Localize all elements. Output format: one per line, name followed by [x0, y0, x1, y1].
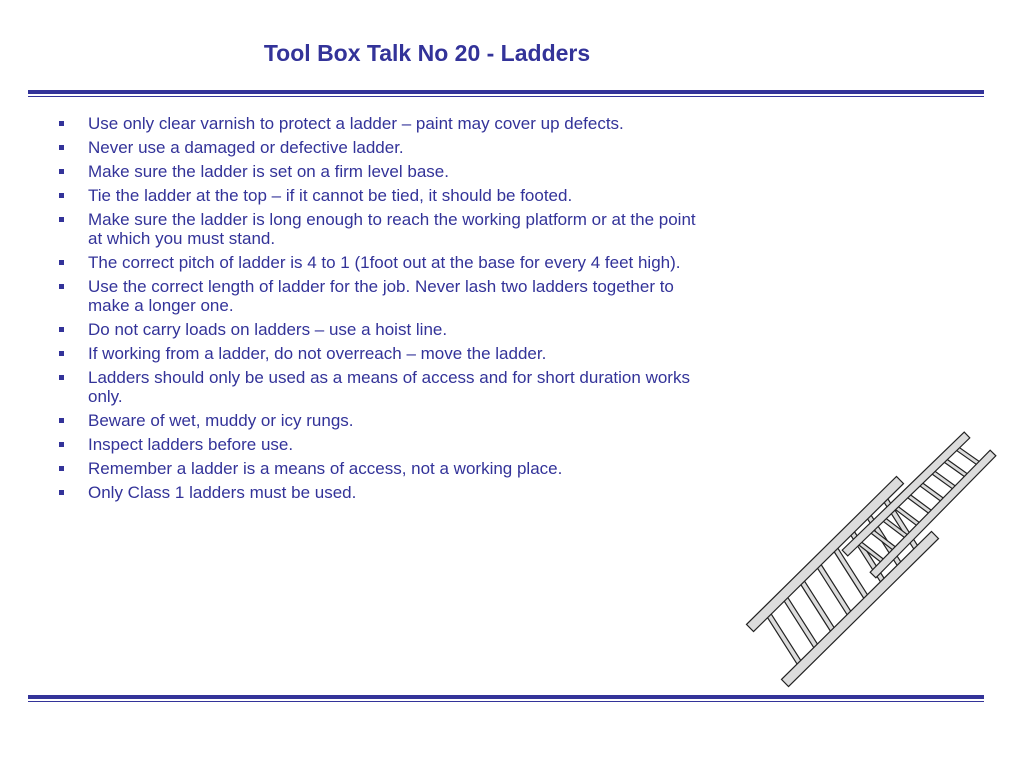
square-bullet-icon [59, 260, 64, 265]
bullet-item [56, 114, 706, 133]
bullet-text: Remember a ladder is a means of access, not a working place. [88, 459, 563, 478]
bullet-list [56, 114, 706, 507]
ladder-rail [746, 476, 903, 631]
bullet-text: Tie the ladder at the top – if it cannot be tied, it should be footed. [88, 186, 573, 205]
bottom-divider [28, 695, 984, 702]
square-bullet-icon [59, 327, 64, 332]
square-bullet-icon [59, 193, 64, 198]
square-bullet-icon [59, 466, 64, 471]
bullet-item [56, 411, 706, 430]
bullet-text: Make sure the ladder is set on a firm level base. [88, 162, 449, 181]
square-bullet-icon [59, 217, 64, 222]
bullet-item [56, 138, 706, 157]
bullet-item [56, 210, 706, 248]
square-bullet-icon [59, 490, 64, 495]
bullet-item [56, 368, 706, 406]
bullet-item [56, 186, 706, 205]
bullet-text: If working from a ladder, do not overreach – move the ladder. [88, 344, 547, 363]
bullet-text: Make sure the ladder is long enough to reach the working platform or at the point at which you must stand. [88, 210, 696, 248]
square-bullet-icon [59, 145, 64, 150]
bullet-text: Only Class 1 ladders must be used. [88, 483, 357, 502]
bullet-text: The correct pitch of ladder is 4 to 1 (1foot out at the base for every 4 feet high). [88, 253, 681, 272]
bullet-item [56, 162, 706, 181]
bullet-text: Inspect ladders before use. [88, 435, 294, 454]
slide-title: Tool Box Talk No 20 - Ladders [263, 40, 591, 66]
bullet-text: Never use a damaged or defective ladder. [88, 138, 404, 157]
bullet-text: Beware of wet, muddy or icy rungs. [88, 411, 354, 430]
bullet-text: Use only clear varnish to protect a ladder – paint may cover up defects. [88, 114, 624, 133]
bullet-text: Ladders should only be used as a means of access and for short duration works only. [88, 368, 690, 406]
bullet-text: Use the correct length of ladder for the job. Never lash two ladders together to make a longer one. [88, 277, 674, 315]
square-bullet-icon [59, 351, 64, 356]
ladder-rail [781, 531, 938, 686]
bullet-item [56, 435, 706, 454]
square-bullet-icon [59, 418, 64, 423]
bullet-item [56, 344, 706, 363]
extension-ladder-icon [735, 425, 1000, 695]
bullet-item [56, 459, 706, 478]
square-bullet-icon [59, 121, 64, 126]
bullet-item [56, 483, 706, 502]
ladder-rungs [765, 445, 983, 668]
top-divider [28, 90, 984, 97]
bullet-text: Do not carry loads on ladders – use a hoist line. [88, 320, 448, 339]
square-bullet-icon [59, 442, 64, 447]
square-bullet-icon [59, 169, 64, 174]
square-bullet-icon [59, 284, 64, 289]
bullet-item [56, 253, 706, 272]
square-bullet-icon [59, 375, 64, 380]
bullet-item [56, 320, 706, 339]
bullet-item [56, 277, 706, 315]
